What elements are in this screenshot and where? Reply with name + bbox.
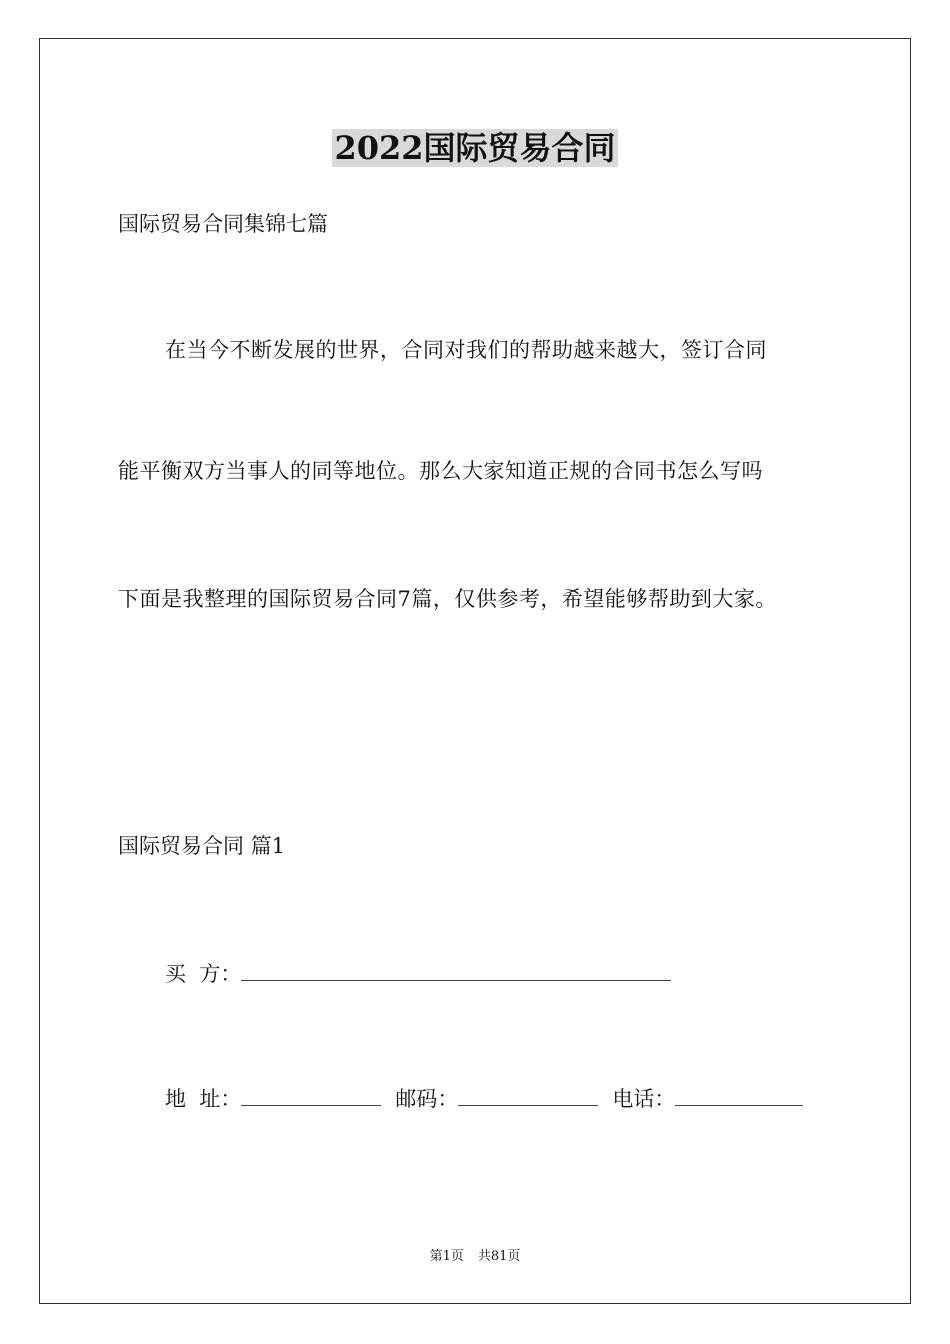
buyer-blank-line[interactable] (241, 958, 671, 981)
title-text: 2022国际贸易合同 (334, 129, 616, 167)
page-footer (0, 1248, 950, 1266)
intro-line-2: 能平衡双方当事人的同等地位。那么大家知道正规的合同书怎么写吗 (118, 459, 763, 483)
address-label: 地 址： (165, 1087, 242, 1111)
section-heading: 国际贸易合同 篇1 (118, 834, 286, 858)
address-blank-line[interactable] (241, 1083, 381, 1106)
document-subtitle: 国际贸易合同集锦七篇 (118, 212, 328, 236)
document-title (0, 128, 950, 168)
address-field-row (165, 1083, 803, 1113)
page-number-current: 第1页 (429, 1249, 464, 1264)
phone-blank-line[interactable] (675, 1083, 803, 1106)
intro-line-3: 下面是我整理的国际贸易合同7篇，仅供参考，希望能够帮助到大家。 (118, 587, 777, 611)
intro-line-1: 在当今不断发展的世界，合同对我们的帮助越来越大，签订合同 (165, 338, 767, 362)
postcode-blank-line[interactable] (458, 1083, 598, 1106)
phone-label: 电话： (612, 1087, 676, 1111)
buyer-field-row (165, 958, 671, 988)
buyer-label: 买 方： (165, 962, 242, 986)
postcode-label: 邮码： (395, 1087, 459, 1111)
page-number-total: 共81页 (477, 1249, 521, 1264)
